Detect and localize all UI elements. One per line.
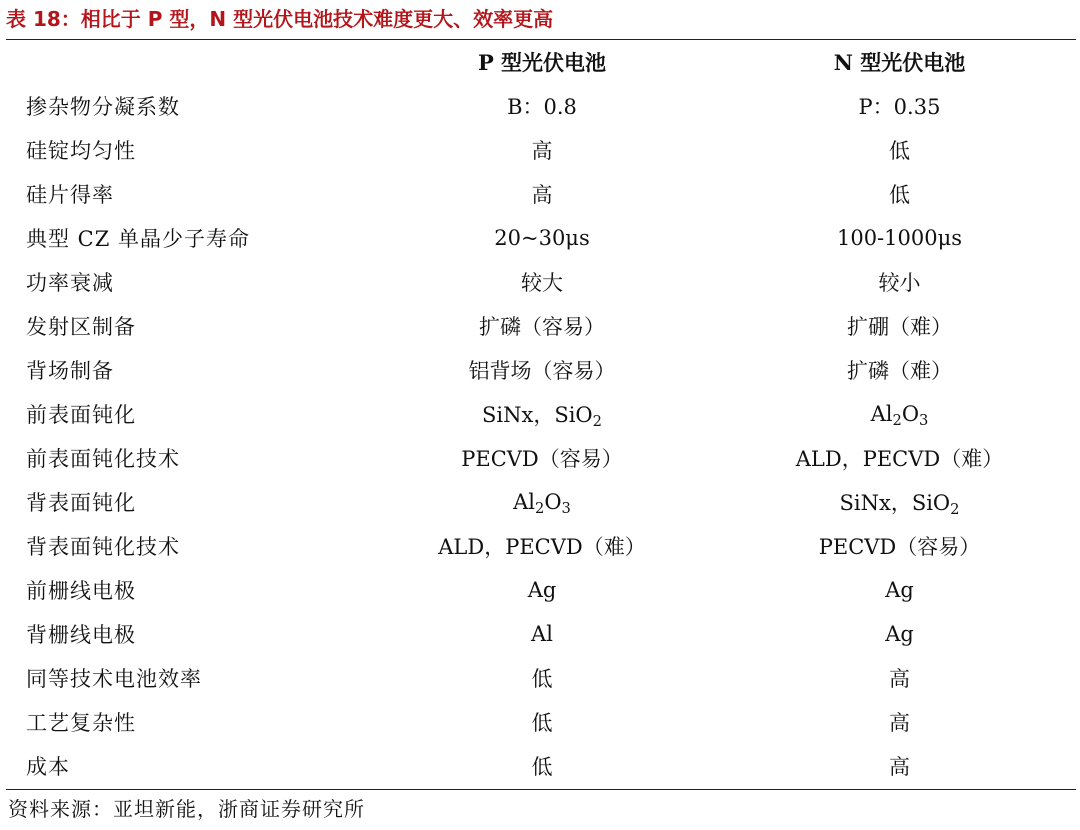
header-cell-n-type: N 型光伏电池: [833, 50, 966, 75]
p-type-value-cell: 高: [531, 139, 553, 163]
p-type-value-cell: 低: [531, 667, 553, 691]
n-type-value-cell: PECVD（容易）: [818, 535, 981, 559]
n-type-value-cell: 高: [889, 667, 910, 691]
p-type-value-cell: 20~30μs: [494, 226, 590, 250]
p-type-value-cell: PECVD（容易）: [461, 447, 623, 471]
row-label-cell: 成本: [26, 755, 70, 779]
row-label-cell: 硅锭均匀性: [26, 139, 136, 163]
row-label-cell: 前表面钝化技术: [26, 447, 180, 471]
n-type-value-cell: ALD，PECVD（难）: [795, 447, 1004, 471]
row-label-cell: 背表面钝化技术: [26, 535, 180, 559]
p-type-value-cell: $Al_2O_3$: [513, 490, 571, 517]
n-type-value-cell: $Al_2O_3$: [870, 402, 929, 429]
p-type-value-cell: 低: [531, 755, 553, 779]
table-row: [6, 260, 1076, 304]
table-row: [6, 480, 1076, 524]
table-row: [6, 568, 1076, 612]
source-note: 资料来源：亚坦新能，浙商证券研究所: [8, 797, 365, 821]
row-label-cell: 典型 CZ 单晶少子寿命: [26, 227, 251, 251]
row-label-cell: 工艺复杂性: [26, 711, 136, 735]
table-title: 表 18：相比于 P 型，N 型光伏电池技术难度更大、效率更高: [6, 7, 554, 31]
n-type-value-cell: 高: [889, 711, 910, 735]
n-type-value-cell: 100-1000μs: [836, 226, 963, 250]
table-row: [6, 348, 1076, 392]
header-cell-p-type: P 型光伏电池: [477, 50, 607, 75]
n-type-value-cell: 高: [889, 755, 910, 779]
p-type-value-cell: ALD，PECVD（难）: [438, 535, 646, 559]
row-label-cell: 硅片得率: [26, 183, 114, 207]
p-type-value-cell: 铝背场（容易）: [468, 359, 616, 383]
table-row: [6, 436, 1076, 480]
row-label-cell: 发射区制备: [26, 315, 136, 339]
table-row: [6, 612, 1076, 656]
table-bottom-rule: [6, 789, 1076, 790]
table-header-row: [6, 40, 1076, 84]
table-row: [6, 128, 1076, 172]
table-row: [6, 524, 1076, 568]
header-cell-blank: [6, 40, 361, 84]
n-type-value-cell: 扩硼（难）: [847, 315, 952, 339]
n-type-value-cell: P：0.35: [858, 95, 941, 119]
row-label-cell: 背表面钝化: [26, 491, 136, 515]
table-row: [6, 84, 1076, 128]
row-label-cell: 功率衰减: [26, 271, 114, 295]
n-type-value-cell: 低: [889, 183, 910, 207]
n-type-value-cell: 较小: [878, 271, 921, 295]
table-row: [6, 304, 1076, 348]
p-type-value-cell: B：0.8: [507, 95, 577, 119]
table-row: [6, 392, 1076, 436]
table-row: [6, 700, 1076, 744]
p-type-value-cell: Al: [531, 622, 553, 646]
table-row: [6, 656, 1076, 700]
row-label-cell: 同等技术电池效率: [26, 667, 202, 691]
p-type-value-cell: SiNx，SiO$_2$: [482, 403, 602, 430]
row-label-cell: 前表面钝化: [26, 403, 136, 427]
table-row: [6, 172, 1076, 216]
row-label-cell: 背场制备: [26, 359, 114, 383]
p-type-value-cell: 较大: [521, 271, 563, 295]
comparison-table: [6, 40, 1076, 788]
n-type-value-cell: Ag: [885, 578, 914, 602]
n-type-value-cell: 扩磷（难）: [847, 359, 952, 383]
p-type-value-cell: 扩磷（容易）: [479, 315, 605, 339]
row-label-cell: 掺杂物分凝系数: [26, 95, 180, 119]
p-type-value-cell: Ag: [527, 578, 557, 602]
row-label-cell: 背栅线电极: [26, 623, 136, 647]
n-type-value-cell: 低: [889, 139, 910, 163]
p-type-value-cell: 低: [531, 711, 553, 735]
p-type-value-cell: 高: [531, 183, 553, 207]
n-type-value-cell: SiNx，SiO$_2$: [839, 491, 960, 518]
n-type-value-cell: Ag: [885, 622, 914, 646]
row-label-cell: 前栅线电极: [26, 579, 136, 603]
table-row: [6, 744, 1076, 788]
table-row: [6, 216, 1076, 260]
